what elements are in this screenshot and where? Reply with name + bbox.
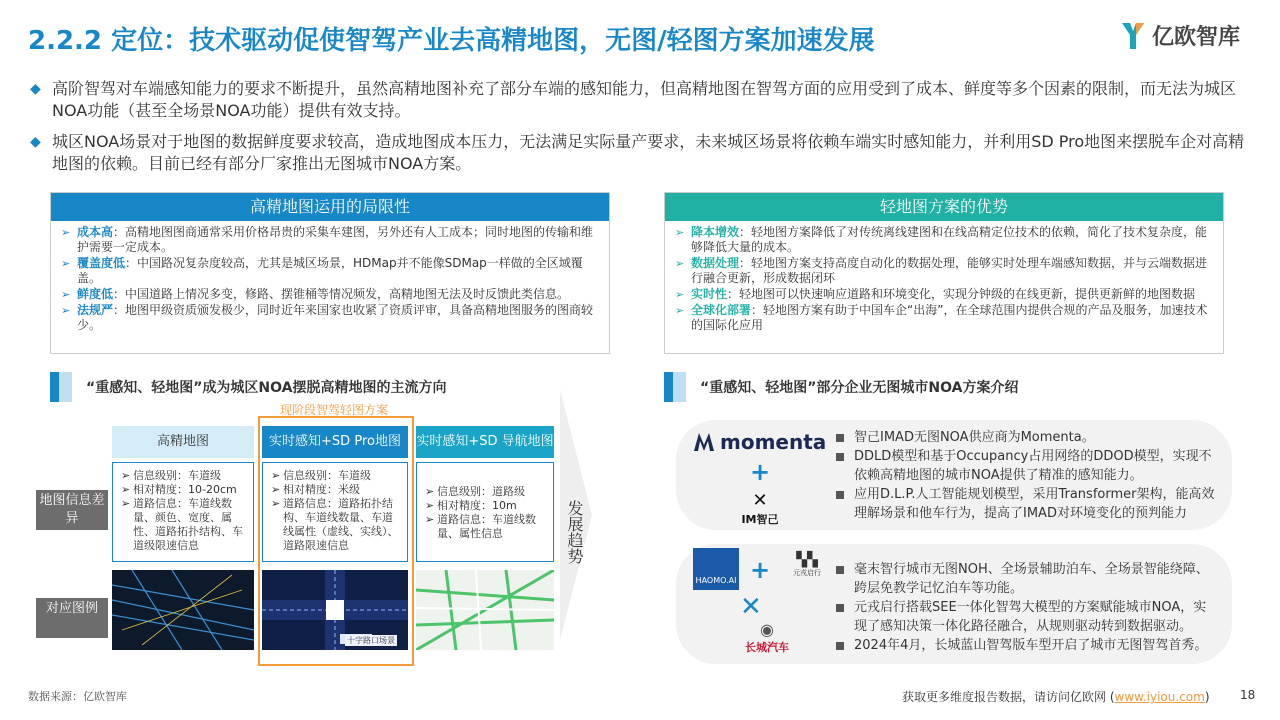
list-item: ➢ 数据处理：轻地图方案支持高度自动化的数据处理，能够实时处理车端感知数据，并与云端数据进行融合更新，形成数据闭环 <box>675 256 1208 285</box>
iyiou-link[interactable]: www.iyiou.com <box>1114 690 1205 704</box>
momenta-logo: momenta <box>694 430 826 454</box>
deeproute-logo: ▚▚ 元戎启行 <box>788 552 826 578</box>
footer-more: 获取更多维度报告数据，请访问亿欧网 (www.iyiou.com) <box>902 690 1210 704</box>
momenta-list: 智己IMAD无图NOA供应商为Momenta。 DDLD模型和基于Occupancy占用网络的DDOD模型，实现不依赖高精地图的城市NOA提供了精准的感知能力。 应用D.L.P.人工智能规划模型，采用Transformer架构，能高效理解场景和他车行为，提高了IMAD对环境变化的预判能力 <box>836 428 1216 523</box>
square-bullet-icon <box>836 453 844 461</box>
data-source: 数据来源：亿欧智库 <box>28 690 127 703</box>
list-item: ➢ 实时性：轻地图可以快速响应道路和环境变化，实现分钟级的在线更新，提供更新鲜的地图数据 <box>675 287 1196 301</box>
column-box-sdnav: ➢ 信息级别：道路级 ➢ 相对精度：10m ➢ 道路信息：车道线数量、属性信息 <box>416 462 554 562</box>
arrow-icon: ➢ <box>425 485 435 498</box>
advantages-list <box>675 225 1209 334</box>
hd-map-image <box>112 570 254 650</box>
arrow-icon: ➢ <box>61 257 71 270</box>
cross-icon: ✕ <box>740 592 762 622</box>
current-solution-label: 现阶段智驾轻图方案 <box>280 403 389 417</box>
haomo-list: 毫末智行城市无图NOH、全场景辅助泊车、全场景智能绕障、跨层免教学记忆泊车等功能。 元戎启行搭载SEE一体化智驾大模型的方案赋能城市NOA，实现了感知决策一体化路径融合，从规则驱动转到数据驱动。 2024年4月，长城蓝山智驾版车型开启了城市无图智驾首秀。 <box>836 560 1216 655</box>
advantages-panel <box>664 192 1224 354</box>
bullet-2: ◆ 城区NOA场景对于地图的数据鲜度要求较高，造成地图成本压力，无法满足实际量产要求，未来城区场景将依赖车端实时感知能力，并利用SD Pro地图来摆脱车企对高精地图的依赖。目前已经有部分厂家推出无图城市NOA方案。 <box>30 132 1245 173</box>
logo <box>1120 20 1240 51</box>
arrow-icon: ➢ <box>61 226 71 239</box>
square-bullet-icon <box>836 566 844 574</box>
limitations-panel <box>50 192 610 354</box>
yiou-logo-icon <box>1120 21 1146 51</box>
logo-text: 亿欧智库 <box>1152 25 1241 50</box>
column-head-hd-map: 高精地图 <box>112 426 254 458</box>
arrow-icon: ➢ <box>61 304 71 317</box>
row-label-info: 地图信息差异 <box>36 490 108 530</box>
plus-icon: + <box>750 458 771 486</box>
right-section-title: “重感知、轻地图”部分企业无图城市NOA方案介绍 <box>664 372 1018 402</box>
arrow-icon: ➢ <box>121 469 131 482</box>
section-marker-icon <box>664 372 686 402</box>
deeproute-mark-icon: ▚▚ <box>796 552 818 568</box>
square-bullet-icon <box>836 642 844 650</box>
page-title: 2.2.2 定位：技术驱动促使智驾产业去高精地图，无图/轻图方案加速发展 <box>28 26 875 56</box>
sdnav-map-image <box>416 570 554 650</box>
gwm-mark-icon: ◉ <box>760 620 774 639</box>
column-head-sdnav: 实时感知+SD 导航地图 <box>416 426 554 458</box>
momenta-icon <box>694 433 714 451</box>
arrow-icon: ➢ <box>121 497 131 510</box>
arrow-icon: ➢ <box>121 483 131 496</box>
bullet-1: ◆ 高阶智驾对车端感知能力的要求不断提升，虽然高精地图补充了部分车端的感知能力，但高精地图在智驾方面的应用受到了成本、鲜度等多个因素的限制，而无法为城区NOA功能（甚至全场景NOA功能）提供有效支持。 <box>30 79 1237 120</box>
map-caption: 十字路口场景 <box>347 636 395 645</box>
square-bullet-icon <box>836 604 844 612</box>
column-box-hd-map: ➢ 信息级别：车道级 ➢ 相对精度：10-20cm ➢ 道路信息：车道线数量、颜色、宽度、属性、道路拓扑结构、车道级限速信息 <box>112 462 254 562</box>
arrow-icon: ➢ <box>675 257 685 270</box>
im-mark-icon: ✕ <box>752 490 768 511</box>
list-item: ➢ 鲜度低：中国道路上情况多变，修路、摆锥桶等情况频发，高精地图无法及时反馈此类信息。 <box>61 287 570 301</box>
plus-icon: + <box>750 556 771 584</box>
im-logo: ✕ IM智己 <box>732 490 788 527</box>
square-bullet-icon <box>836 491 844 499</box>
limitations-list <box>61 225 595 334</box>
column-head-sdpro: 实时感知+SD Pro地图 <box>262 426 408 458</box>
arrow-icon: ➢ <box>271 497 281 510</box>
left-section-title: “重感知、轻地图”成为城区NOA摆脱高精地图的主流方向 <box>50 372 446 402</box>
square-bullet-icon <box>836 434 844 442</box>
arrow-icon: ➢ <box>675 226 685 239</box>
panel-title: 高精地图运用的局限性 <box>51 193 609 221</box>
list-item: ➢ 法规严：地图甲级资质颁发极少，同时近年来国家也收紧了资质评审，具备高精地图服务的图商较少。 <box>61 303 594 332</box>
arrow-icon: ➢ <box>675 304 685 317</box>
arrow-icon: ➢ <box>675 288 685 301</box>
diamond-icon: ◆ <box>30 134 41 150</box>
list-item: ➢ 降本增效：轻地图方案降低了对传统离线建图和在线高精定位技术的依赖，简化了技术复杂度，能够降低大量的成本。 <box>675 225 1208 254</box>
column-box-sdpro: ➢ 信息级别：车道级 ➢ 相对精度：米级 ➢ 道路信息：道路拓扑结构、车道线数量、车道线属性（虚线、实线）、道路限速信息 <box>262 462 408 562</box>
list-item: ➢ 成本高：高精地图图商通常采用价格昂贵的采集车建图，另外还有人工成本；同时地图的传输和维护需要一定成本。 <box>61 225 594 254</box>
arrow-icon: ➢ <box>425 499 435 512</box>
arrow-icon: ➢ <box>271 469 281 482</box>
gwm-logo: ◉ 长城汽车 <box>745 620 789 654</box>
arrow-icon: ➢ <box>61 288 71 301</box>
panel-title: 轻地图方案的优势 <box>665 193 1223 221</box>
list-item: ➢ 覆盖度低：中国路况复杂度较高，尤其是城区场景，HDMap并不能像SDMap一样做的全区域覆盖。 <box>61 256 583 285</box>
haomo-logo: HAOMO.AI <box>693 548 739 590</box>
arrow-icon: ➢ <box>425 513 435 526</box>
list-item: ➢ 全球化部署：轻地图方案有助于中国车企“出海”，在全球范围内提供合规的产品及服务，加速技术的国际化应用 <box>675 303 1208 332</box>
row-label-legend: 对应图例 <box>36 598 108 638</box>
section-marker-icon <box>50 372 72 402</box>
arrow-icon: ➢ <box>271 483 281 496</box>
diamond-icon: ◆ <box>30 81 41 97</box>
page-number: 18 <box>1240 688 1256 702</box>
trend-label: 发展趋势 <box>565 500 584 564</box>
